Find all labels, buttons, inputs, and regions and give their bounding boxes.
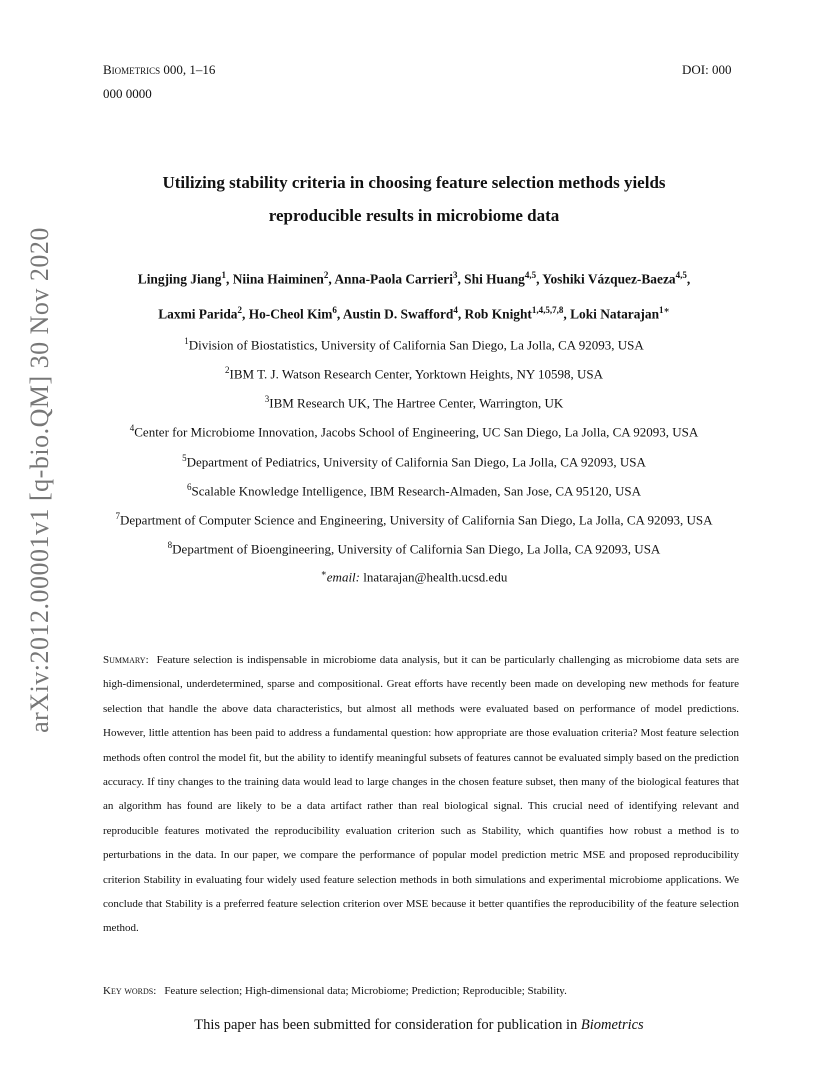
affiliation-sup: 1: [184, 336, 189, 346]
summary-text: Feature selection is indispensable in microbiome data analysis, but it can be particularly challenging as microbiome data sets are high-dimensional, underdetermined, sparse and compositional. Great efforts have recently been made on developing new methods for feature selection that handle the above data characteristics, but almost all methods were evaluated based on performance of model predictions. However, little attention has been paid to address a fundamental question: how appropriate are those evaluation criteria? Most feature selection methods often control the model fit, but the ability to identify meaningful subsets of features cannot be evaluated simply based on the prediction accuracy. If tiny changes to the training data would lead to large changes in the chosen feature subset, then many of the biological features that an algorithm has found are likely to be a data artifact rather than real biological signal. This crucial need of identifying relevant and reproducible features motivated the reproducibility evaluation criterion such as Stability, which quantifies how robust a method is to perturbations in the data. In our paper, we compare the performance of popular model prediction metric MSE and proposed reproducibility criterion Stability in evaluating four widely used feature selection methods in both simulations and experimental microbiome applications. We conclude that Stability is a preferred feature selection criterion over MSE because it better quantifies the reproducibility of the feature selection method.: [103, 654, 739, 935]
email-label: email:: [326, 569, 360, 585]
author-name: Shi Huang: [464, 271, 525, 287]
submission-note-text: This paper has been submitted for consideration for publication in: [194, 1017, 578, 1033]
affiliation: [0, 423, 828, 440]
author-sup: 2: [323, 270, 329, 280]
author-sup: 4,5: [675, 270, 687, 280]
journal-issue: 000 0000: [103, 86, 152, 101]
author-sup: 6: [332, 305, 337, 315]
corresponding-email: [0, 568, 828, 585]
journal-citation: Biometrics 000, 1–16: [103, 62, 216, 77]
author-name: Ho-Cheol Kim: [248, 306, 333, 322]
affiliation-text: Division of Biostatistics, University of California San Diego, La Jolla, CA 92093, USA: [188, 337, 644, 353]
author-sup: 1: [221, 270, 226, 280]
affiliation: [0, 394, 828, 411]
author-sup: 3: [452, 270, 458, 280]
author-name: Loki Natarajan: [570, 306, 660, 322]
author-name: Austin D. Swafford: [342, 306, 454, 322]
affiliation-sup: 7: [115, 511, 121, 521]
email-address[interactable]: lnatarajan@health.ucsd.edu: [363, 569, 508, 585]
paper-title-line-1: Utilizing stability criteria in choosing feature selection methods yields: [162, 173, 666, 192]
affiliation-text: Department of Bioengineering, University of California San Diego, La Jolla, CA 92093, USA: [172, 541, 661, 557]
submission-journal: Biometrics: [580, 1017, 644, 1033]
affiliation-sup: 6: [187, 482, 192, 492]
author-sup: 1,4,5,7,8: [531, 305, 564, 315]
author-sup: 2: [237, 305, 242, 315]
author-name: Rob Knight: [464, 306, 532, 322]
affiliation-sup: 4: [129, 423, 135, 433]
affiliation-text: Center for Microbiome Innovation, Jacobs School of Engineering, UC San Diego, La Jolla, CA 92093, USA: [134, 424, 699, 440]
affiliation-text: Scalable Knowledge Intelligence, IBM Research-Almaden, San Jose, CA 95120, USA: [191, 483, 641, 499]
author-name: Yoshiki Vázquez-Baeza: [542, 271, 676, 287]
affiliation-text: IBM Research UK, The Hartree Center, Warrington, UK: [269, 395, 564, 411]
affiliation-sup: 5: [182, 453, 187, 463]
author-name: Anna-Paola Carrieri: [334, 271, 453, 287]
affiliation: [0, 482, 828, 499]
arxiv-stamp-text: arXiv:2012.00001v1 [q-bio.QM] 30 Nov 2020: [25, 227, 54, 733]
author-sup: 4,5: [524, 270, 537, 280]
affiliation: [0, 336, 828, 353]
authors-line-1: Lingjing Jiang$^1$, Niina Haiminen$^2$, Anna-Paola Carrieri$^3$, Shi Huang$^{4,5}$, Yoshiki Vázquez-Baeza$^{4,5}$,: [137, 270, 691, 287]
arxiv-stamp: [22, 227, 58, 733]
keywords-label: Key words:: [103, 985, 157, 997]
affiliation: [0, 540, 828, 557]
affiliation-text: Department of Pediatrics, University of California San Diego, La Jolla, CA 92093, USA: [186, 454, 646, 470]
submission-note: [0, 1017, 828, 1034]
summary-abstract: [103, 648, 739, 941]
affiliation-sup: 8: [167, 540, 173, 550]
author-sup: 1∗: [659, 305, 670, 315]
affiliation-sup: 3: [264, 394, 270, 404]
author-name: Laxmi Parida: [158, 306, 238, 322]
affiliation: [0, 511, 828, 528]
affiliation-text: IBM T. J. Watson Research Center, Yorktown Heights, NY 10598, USA: [229, 366, 603, 382]
affiliation: [0, 365, 828, 382]
keywords: [103, 985, 743, 997]
affiliation-sup: 2: [225, 365, 230, 375]
paper-title-line-2: reproducible results in microbiome data: [268, 206, 560, 225]
doi: DOI: 000: [682, 62, 732, 77]
author-name: Niina Haiminen: [232, 271, 324, 287]
authors-line-2: Laxmi Parida$^2$, Ho-Cheol Kim$^6$, Austin D. Swafford$^4$, Rob Knight$^{1,4,5,7,8}$, Loki Natarajan$^{1∗}$: [158, 305, 670, 322]
summary-label: Summary:: [103, 654, 149, 666]
author-sup: 4: [453, 305, 458, 315]
author-name: Lingjing Jiang: [137, 271, 222, 287]
affiliation-text: Department of Computer Science and Engineering, University of California San Diego, La Jolla, CA 92093, USA: [120, 512, 713, 528]
email-marker: ∗: [320, 568, 327, 578]
keywords-text: Feature selection; High-dimensional data; Microbiome; Prediction; Reproducible; Stability.: [164, 985, 567, 997]
affiliation: [0, 453, 828, 470]
